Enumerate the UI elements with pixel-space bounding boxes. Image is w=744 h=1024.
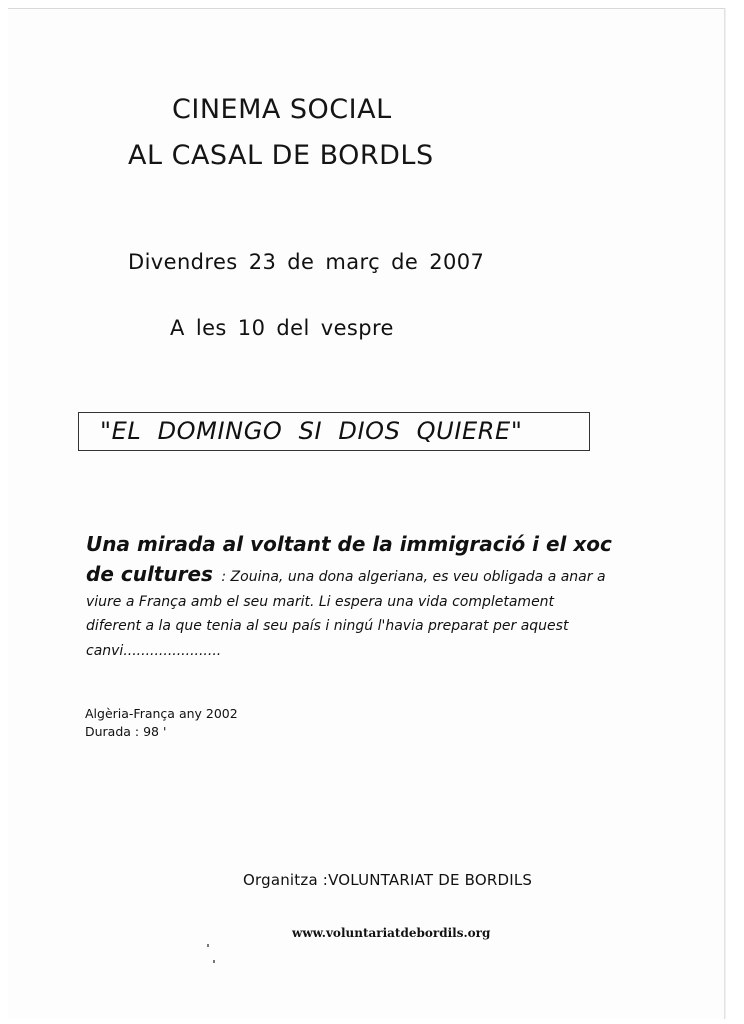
event-time: A les 10 del vespre — [170, 316, 394, 340]
poster-title-line-2: AL CASAL DE BORDLS — [128, 140, 434, 171]
scan-speck — [207, 944, 209, 947]
description-synopsis — [86, 562, 606, 663]
film-duration: Durada : 98 ' — [85, 724, 167, 739]
film-origin-year: Algèria-França any 2002 — [85, 706, 238, 721]
scan-speck — [213, 960, 215, 963]
synopsis-text: : Zouina, una dona algeriana, es veu obligada a anar a viure a França amb el seu marit. Li espera una vida completament diferent a la que tenia al seu país i ningú l'havia preparat per aquest canvi...................... — [86, 569, 606, 659]
description-lead-line-2: de cultures — [86, 562, 213, 586]
organizer-line: Organitza :VOLUNTARIAT DE BORDILS — [243, 871, 533, 889]
film-title: "EL DOMINGO SI DIOS QUIERE" — [100, 417, 523, 445]
website-url: www.voluntariatdebordils.org — [292, 926, 491, 940]
poster-title-line-1: CINEMA SOCIAL — [172, 94, 392, 125]
event-date: Divendres 23 de març de 2007 — [128, 250, 485, 274]
description-lead-line-1: Una mirada al voltant de la immigració i el xoc — [86, 532, 612, 556]
